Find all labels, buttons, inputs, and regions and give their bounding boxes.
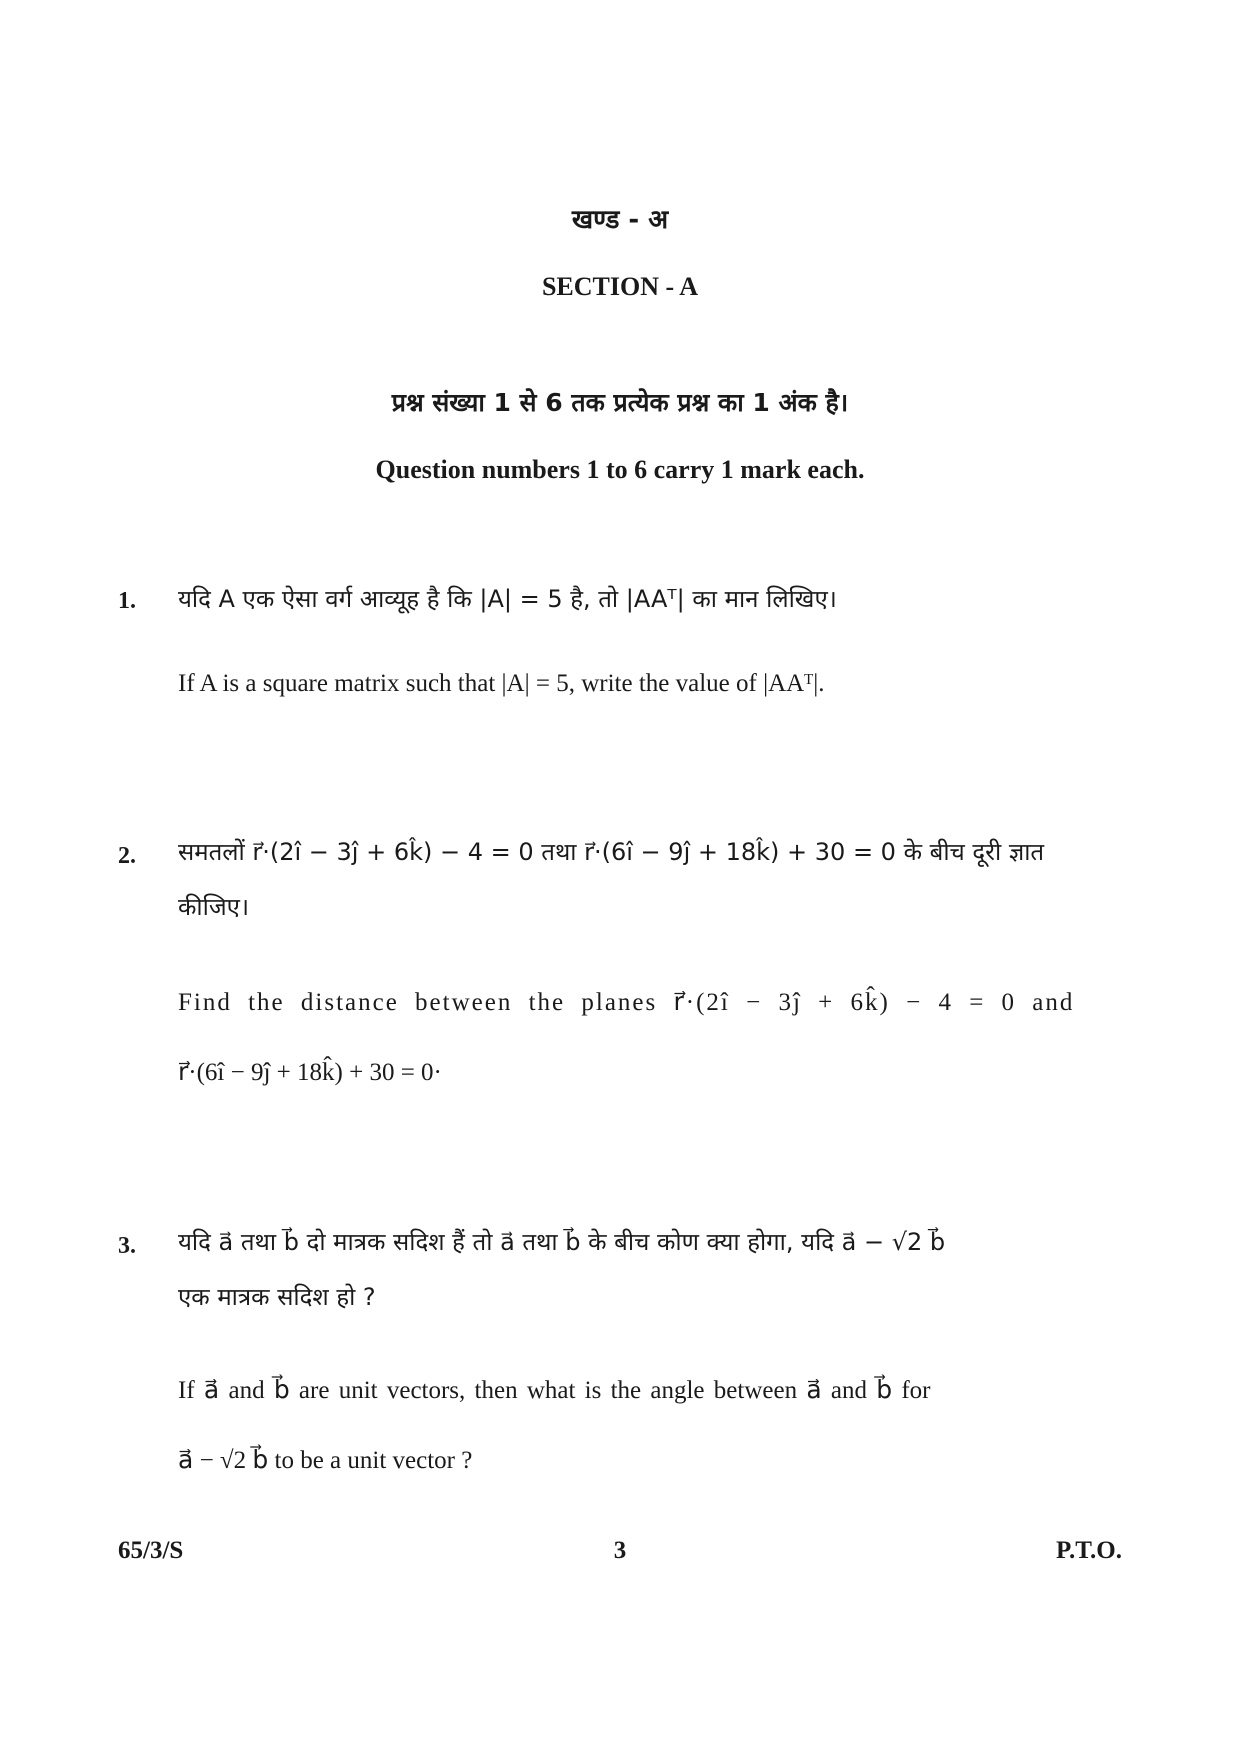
question-1-english: If A is a square matrix such that |A| = 5, write the value of |AAᵀ|. — [178, 670, 825, 697]
section-heading: SECTION - A — [541, 272, 699, 301]
please-turn-over: P.T.O. — [1056, 1537, 1122, 1564]
question-1-hindi: यदि A एक ऐसा वर्ग आव्यूह है कि |A| = 5 है, तो |AAᵀ| का मान लिखिए। — [178, 585, 837, 613]
question-2-number: 2. — [118, 843, 136, 869]
question-2-hindi-line-1: समतलों r⃗·(2î − 3ĵ + 6k̂) − 4 = 0 तथा r⃗·(6î − 9ĵ + 18k̂) + 30 = 0 के बीच दूरी ज्ञात — [178, 838, 1045, 866]
question-3-number: 3. — [118, 1233, 136, 1259]
question-2-english-line-2: r⃗·(6î − 9ĵ + 18k̂) + 30 = 0· — [178, 1059, 442, 1086]
question-3-english-line-2: a⃗ − √2 b⃗ to be a unit vector ? — [178, 1447, 473, 1474]
section-heading-hindi: खण्ड - अ — [571, 205, 669, 235]
question-1-number: 1. — [118, 588, 136, 614]
question-3-hindi-line-2: एक मात्रक सदिश हो ? — [178, 1283, 376, 1311]
question-2-hindi-line-2: कीजिए। — [178, 893, 250, 921]
page-number: 3 — [613, 1537, 627, 1564]
instruction-hindi: प्रश्न संख्या 1 से 6 तक प्रत्येक प्रश्न का 1 अंक है। — [391, 388, 849, 417]
instruction-english: Question numbers 1 to 6 carry 1 mark each. — [375, 455, 865, 484]
question-3-hindi-line-1: यदि a⃗ तथा b⃗ दो मात्रक सदिश हैं तो a⃗ तथा b⃗ के बीच कोण क्या होगा, यदि a⃗ − √2 b⃗ — [178, 1228, 946, 1256]
paper-code: 65/3/S — [118, 1537, 184, 1564]
question-2-english-line-1: Find the distance between the planes r⃗·(2î − 3ĵ + 6k̂) − 4 = 0 and — [178, 989, 1075, 1016]
question-3-english-line-1: If a⃗ and b⃗ are unit vectors, then what is the angle between a⃗ and b⃗ for — [178, 1377, 931, 1404]
